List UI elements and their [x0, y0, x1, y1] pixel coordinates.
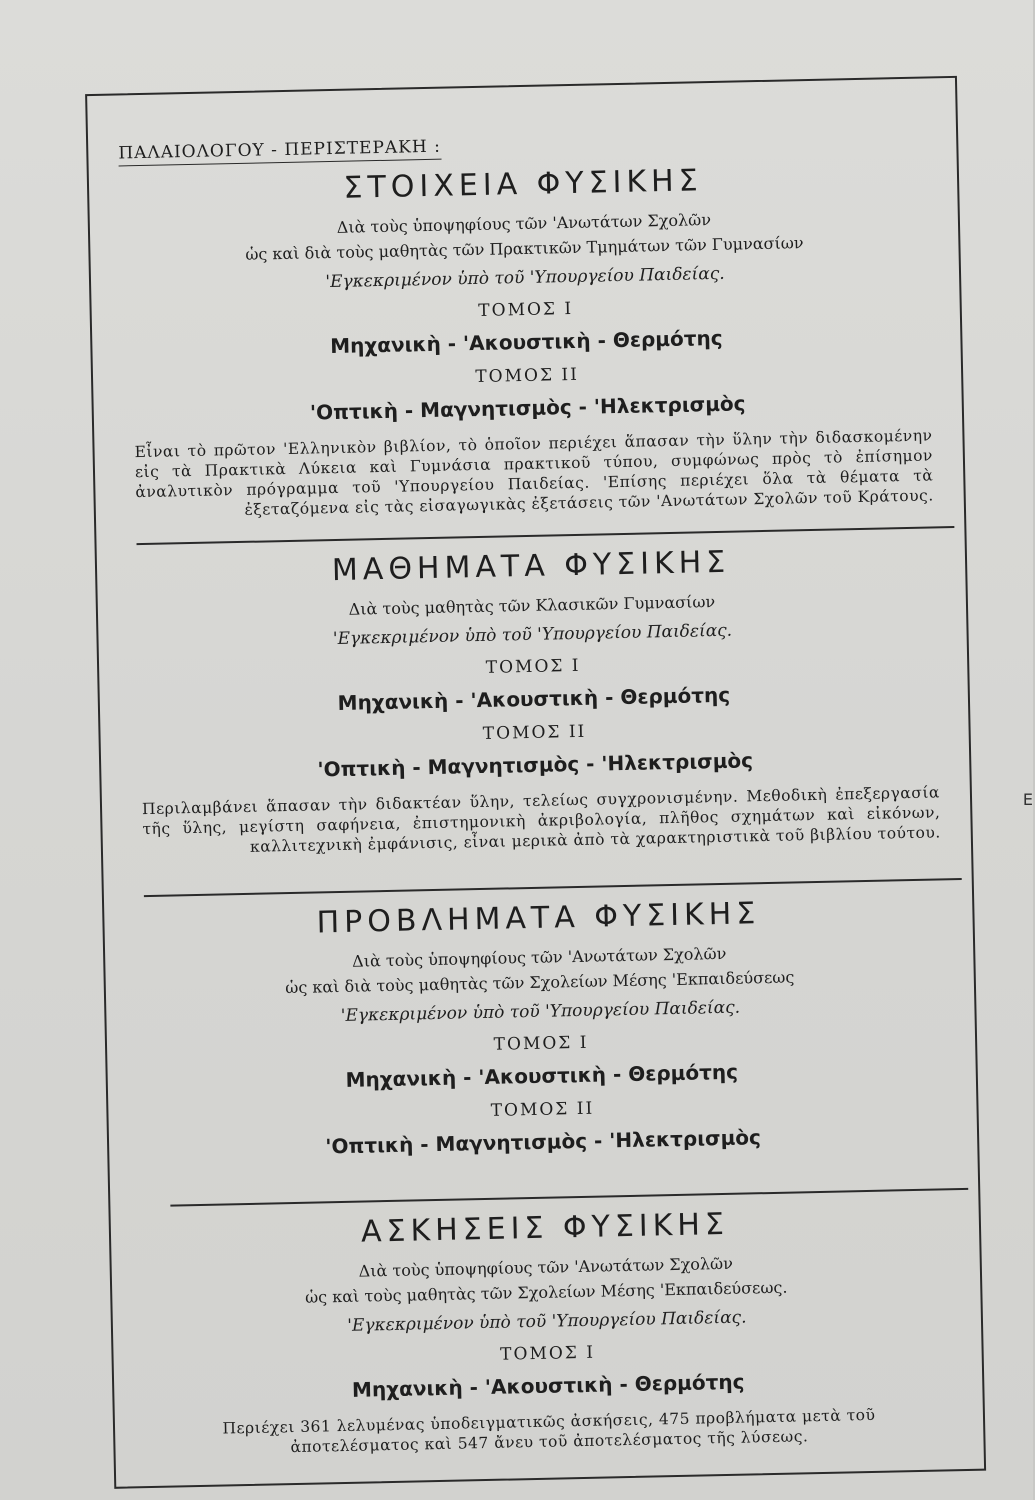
audience-line-1: Διὰ τοὺς μαθητὰς τῶν Κλασικῶν Γυμνασίων	[348, 592, 716, 619]
section-provlimata	[104, 892, 977, 1163]
section-title: ΑΣΚΗΣΕΙΣ ΦΥΣΙΚΗΣ	[360, 1206, 730, 1250]
audience-line-2: ὡς καὶ διὰ τοὺς μαθητὰς τῶν Σχολείων Μέσης 'Εκπαιδεύσεως	[285, 967, 795, 998]
volume-1-label: ΤΟΜΟΣ Ι	[493, 1032, 589, 1055]
volume-1-subject: Μηχανικὴ - 'Ακουστικὴ - Θερμότης	[337, 682, 731, 715]
audience-line-1: Διὰ τοὺς ὑποψηφίους τῶν 'Ανωτάτων Σχολῶν	[351, 943, 727, 971]
section-mathimata	[97, 540, 971, 860]
volume-2-subject: 'Οπτικὴ - Μαγνητισμὸς - 'Ηλεκτρισμὸς	[325, 1125, 762, 1159]
audience-line-1: Διὰ τοὺς ὑποψηφίους τῶν 'Ανωτάτων Σχολῶν	[358, 1253, 734, 1281]
section-description: Περιλαμβάνει ἅπασαν τὴν διδακτέαν ὕλην, τελείως συγχρονισμένην. Μεθοδικὴ ἐπεξεργασία τῆς ὕλης, μεγίστη σαφήνεια, ἐπιστημονικὴ ἀκριβολογία, πλῆθος σχημάτων καὶ εἰκόνων, καλλιτεχνικὴ ἐμφάνισις, εἶναι μερικὰ ἀπὸ τὰ χαρακτηριστικὰ τοῦ βιβλίου τούτου.	[141, 783, 941, 856]
volume-1-subject: Μηχανικὴ - 'Ακουστικὴ - Θερμότης	[351, 1369, 745, 1402]
volume-2-label: ΤΟΜΟΣ ΙΙ	[475, 364, 580, 388]
edge-mark: E	[1022, 790, 1033, 809]
section-description: Εἶναι τὸ πρῶτον 'Ελληνικὸν βιβλίον, τὸ ὁποῖον περιέχει ἅπασαν τὴν ὕλην τὴν διδασκομένην εἰς τὰ Πρακτικὰ Λύκεια καὶ Γυμνάσια πρακτικοῦ τύπου, συμφώνως πρὸς τὸ ἐπίσημον ἀναλυτικὸν πρόγραμμα τοῦ 'Υπουργείου Παιδείας. 'Επίσης περιέχει ὅλα τὰ θέματα τὰ ἐξεταζόμενα εἰς τὰς εἰσαγωγικὰς ἐξετάσεις τῶν 'Ανωτάτων Σχολῶν τοῦ Κράτους.	[134, 426, 934, 519]
approval-line: 'Εγκεκριμένον ὑπὸ τοῦ 'Υπουργείου Παιδείας.	[347, 1307, 747, 1336]
section-askiseis	[111, 1202, 984, 1461]
volume-1-subject: Μηχανικὴ - 'Ακουστικὴ - Θερμότης	[329, 325, 723, 359]
volume-2-subject: 'Οπτικὴ - Μαγνητισμὸς - 'Ηλεκτρισμὸς	[309, 391, 746, 425]
divider	[170, 1188, 968, 1206]
volume-1-subject: Μηχανικὴ - 'Ακουστικὴ - Θερμότης	[345, 1059, 739, 1092]
section-title: ΣΤΟΙΧΕΙΑ ΦΥΣΙΚΗΣ	[343, 163, 703, 206]
section-stoicheia	[89, 158, 964, 523]
section-description: Περιέχει 361 λελυμένας ὑποδειγματικῶς ἀσκήσεις, 475 προβλήματα μετὰ τοῦ ἀποτελέσματος καὶ 547 ἄνευ τοῦ ἀποτελέσματος τῆς λύσεως.	[222, 1405, 876, 1457]
approval-line: 'Εγκεκριμένον ὑπὸ τοῦ 'Υπουργείου Παιδείας.	[325, 263, 725, 293]
volume-1-label: ΤΟΜΟΣ Ι	[499, 1342, 596, 1365]
volume-1-label: ΤΟΜΟΣ Ι	[478, 298, 574, 321]
volume-1-label: ΤΟΜΟΣ Ι	[485, 655, 581, 678]
audience-line-2: ὡς καὶ διὰ τοὺς μαθητὰς τῶν Πρακτικῶν Τμημάτων τῶν Γυμνασίων	[245, 233, 804, 264]
section-title: ΠΡΟΒΛΗΜΑΤΑ ΦΥΣΙΚΗΣ	[316, 896, 761, 941]
approval-line: 'Εγκεκριμένον ὑπὸ τοῦ 'Υπουργείου Παιδείας.	[332, 620, 733, 650]
volume-2-label: ΤΟΜΟΣ ΙΙ	[490, 1098, 595, 1121]
volume-2-subject: 'Οπτικὴ - Μαγνητισμὸς - 'Ηλεκτρισμὸς	[317, 748, 754, 782]
authors-header: ΠΑΛΑΙΟΛΟΓΟΥ - ΠΕΡΙΣΤΕΡΑΚΗ :	[118, 137, 441, 167]
section-title: ΜΑΘΗΜΑΤΑ ΦΥΣΙΚΗΣ	[331, 544, 731, 589]
audience-line-2: ὡς καὶ τοὺς μαθητὰς τῶν Σχολείων Μέσης 'Εκπαιδεύσεως.	[304, 1277, 788, 1307]
approval-line: 'Εγκεκριμένον ὑπὸ τοῦ 'Υπουργείου Παιδείας.	[340, 997, 741, 1026]
advertisement-frame	[85, 76, 986, 1489]
volume-2-label: ΤΟΜΟΣ ΙΙ	[482, 721, 587, 744]
audience-line-1: Διὰ τοὺς ὑποψηφίους τῶν 'Ανωτάτων Σχολῶν	[336, 210, 712, 237]
